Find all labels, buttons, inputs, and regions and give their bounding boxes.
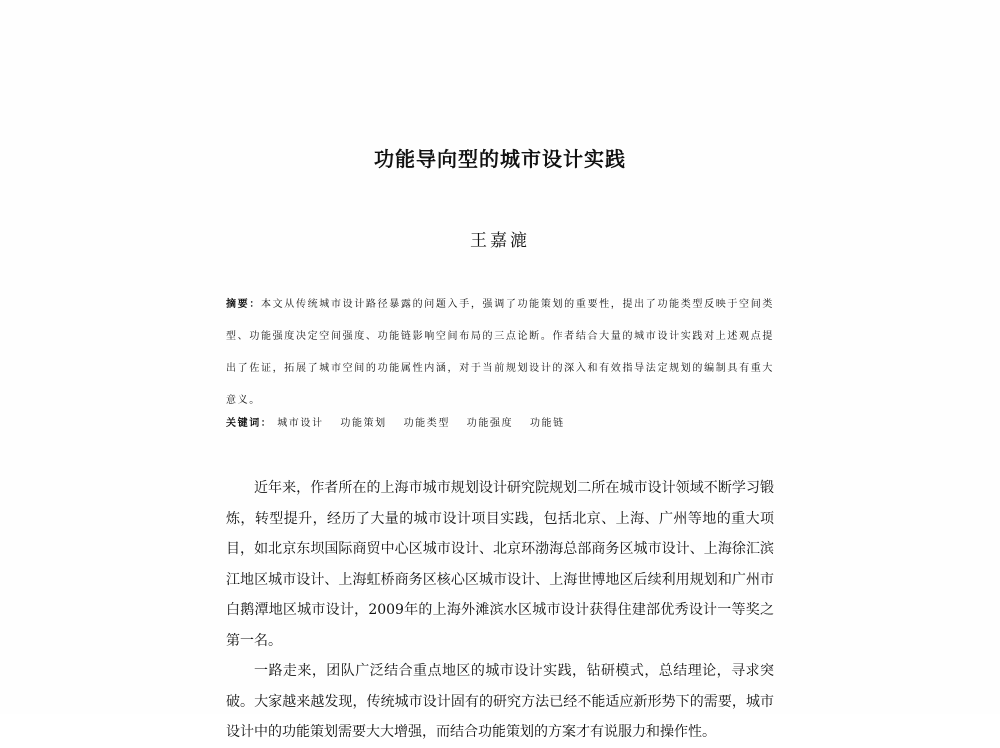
body-text bbox=[226, 473, 774, 748]
author-name: 王嘉漉 bbox=[470, 231, 530, 251]
abstract-label: 摘要： bbox=[226, 299, 261, 310]
abstract bbox=[226, 289, 774, 417]
keywords bbox=[226, 410, 774, 438]
keyword-item: 功能类型 bbox=[403, 418, 450, 429]
keyword-item: 功能链 bbox=[529, 418, 565, 429]
abstract-text: 本文从传统城市设计路径暴露的问题入手，强调了功能策划的重要性，提出了功能类型反映于空间类型、功能强度决定空间强度、功能链影响空间布局的三点论断。作者结合大量的城市设计实践对上述观点提出了佐证，拓展了城市空间的功能属性内涵，对于当前规划设计的深入和有效指导法定规划的编制具有重大意义。 bbox=[226, 299, 774, 406]
keyword-item: 功能策划 bbox=[340, 418, 387, 429]
body-paragraph: 一路走来，团队广泛结合重点地区的城市设计实践，钻研模式，总结理论，寻求突破。大家越来越发现，传统城市设计固有的研究方法已经不能适应新形势下的需要，城市设计中的功能策划需要大大增强，而结合功能策划的方案才有说服力和操作性。 bbox=[226, 663, 774, 740]
page-title: 功能导向型的城市设计实践 bbox=[374, 147, 626, 171]
keyword-item: 城市设计 bbox=[277, 418, 324, 429]
body-paragraph: 近年来，作者所在的上海市城市规划设计研究院规划二所在城市设计领域不断学习锻炼，转型提升，经历了大量的城市设计项目实践，包括北京、上海、广州等地的重大项目，如北京东坝国际商贸中心区城市设计、北京环渤海总部商务区城市设计、上海徐汇滨江地区城市设计、上海虹桥商务区核心区城市设计、上海世博地区后续利用规划和广州市白鹅潭地区城市设计，2009年的上海外滩滨水区城市设计获得住建部优秀设计一等奖之第一名。 bbox=[226, 480, 774, 649]
keyword-item: 功能强度 bbox=[466, 418, 514, 429]
keywords-label: 关键词： bbox=[226, 418, 273, 429]
